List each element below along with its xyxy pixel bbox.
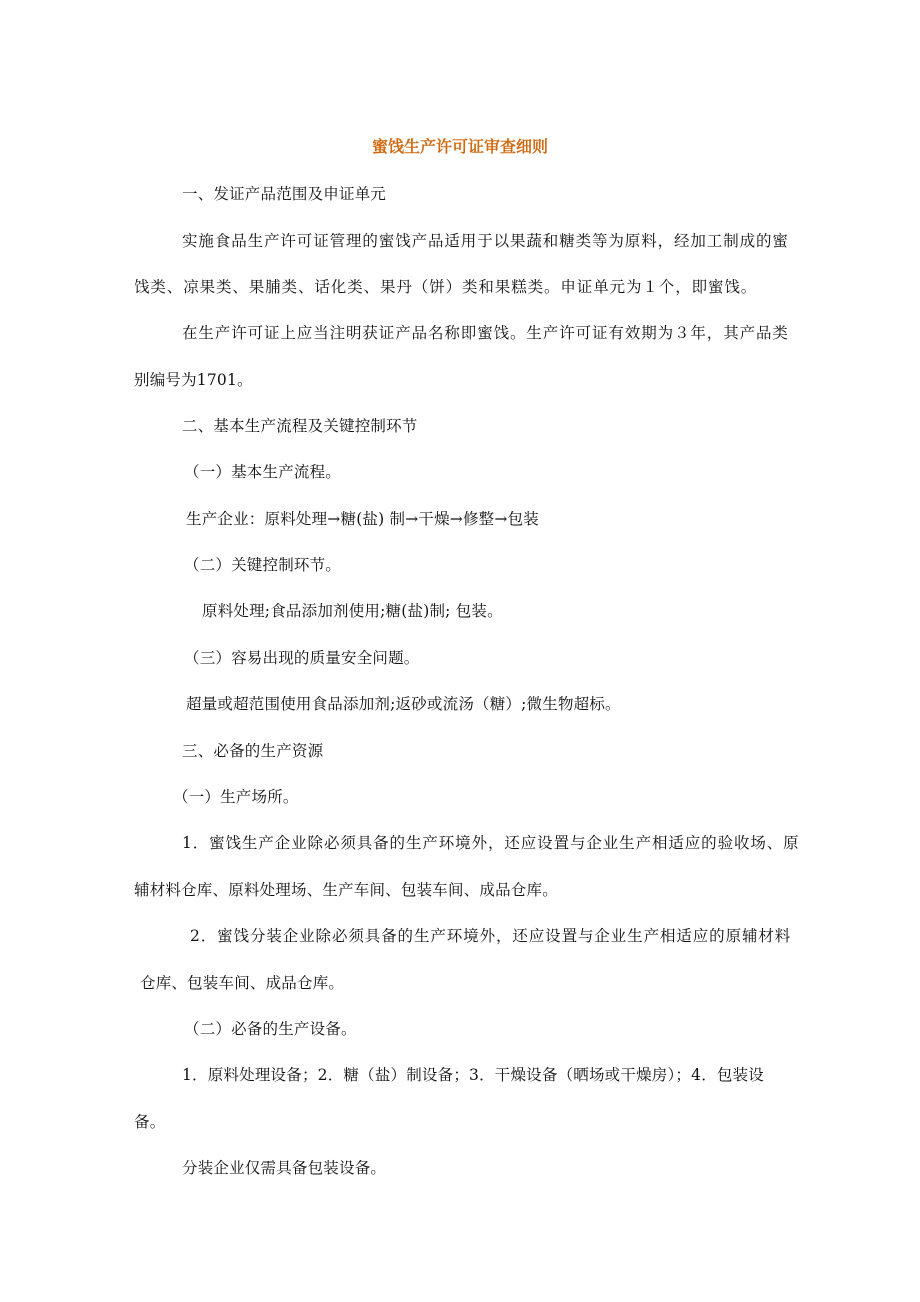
subsection-heading: （二）必备的生产设备。 [184,1020,357,1038]
subsection-heading: （三）容易出现的质量安全问题。 [184,649,420,667]
document-title: 蜜饯生产许可证审查细则 [371,137,548,156]
paragraph-line: 备。 [134,1113,166,1131]
paragraph-line: 饯类、凉果类、果脯类、话化类、果丹（饼）类和果糕类。申证单元为１个，即蜜饯。 [134,278,758,296]
subsection-heading: （一）生产场所。 [173,788,299,806]
subsection-heading: （二）关键控制环节。 [184,556,342,574]
section-heading-2: 二、基本生产流程及关键控制环节 [182,417,418,435]
paragraph-line: 分装企业仅需具备包装设备。 [182,1159,387,1177]
paragraph-line: 2．蜜饯分装企业除必须具备的生产环境外，还应设置与企业生产相适应的原辅材料 [190,927,792,945]
paragraph-line: 1．原料处理设备；2．糖（盐）制设备；3．干燥设备（晒场或干燥房）；4．包装设 [182,1066,764,1084]
section-heading-1: 一、发证产品范围及申证单元 [182,185,387,203]
paragraph-line: 辅材料仓库、原料处理场、生产车间、包装车间、成品仓库。 [134,881,558,899]
paragraph-line: 超量或超范围使用食品添加剂;返砂或流汤（糖）;微生物超标。 [186,695,621,713]
paragraph-line: 实施食品生产许可证管理的蜜饯产品适用于以果蔬和糖类等为原料，经加工制成的蜜 [182,232,789,250]
subsection-heading: （一）基本生产流程。 [184,463,342,481]
paragraph-line: 仓库、包装车间、成品仓库。 [140,974,345,992]
paragraph-line: 原料处理;食品添加剂使用;糖(盐)制; 包装。 [202,602,503,620]
paragraph-line: 生产企业：原料处理→糖(盐) 制→干燥→修整→包装 [186,510,539,528]
paragraph-line: 别编号为1701。 [134,371,253,389]
section-heading-3: 三、必备的生产资源 [182,742,324,760]
paragraph-line: 在生产许可证上应当注明获证产品名称即蜜饯。生产许可证有效期为３年，其产品类 [182,324,789,342]
paragraph-line: 1．蜜饯生产企业除必须具备的生产环境外，还应设置与企业生产相适应的验收场、原 [182,834,800,852]
